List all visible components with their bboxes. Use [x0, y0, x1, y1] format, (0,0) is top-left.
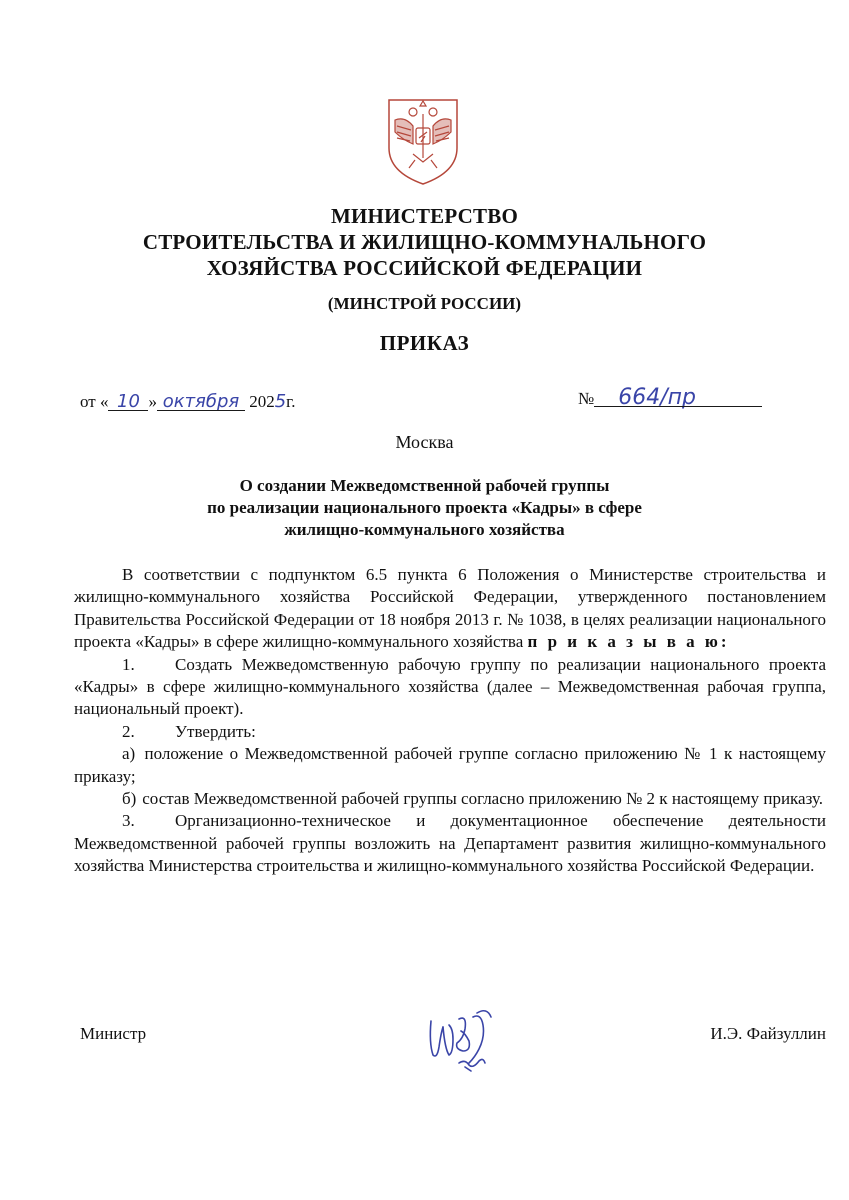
- item-2: [74, 721, 826, 743]
- ministry-name-line2: СТРОИТЕЛЬСТВА И ЖИЛИЩНО-КОММУНАЛЬНОГО: [142, 230, 707, 254]
- date-year-digit: 5: [274, 391, 287, 412]
- item-1-number: 1.: [122, 654, 135, 674]
- item-2b-text: состав Межведомственной рабочей группы согласно приложению № 2 к настоящему приказу.: [142, 789, 823, 809]
- number-value: 664/пр: [594, 383, 762, 413]
- signatory-name: И.Э. Файзуллин: [710, 1024, 826, 1043]
- ministry-short-name: (МИНСТРОЙ РОССИИ): [327, 294, 522, 313]
- handwritten-signature: [425, 1003, 505, 1073]
- date-year-prefix: 202: [249, 392, 275, 411]
- date-month: октября: [157, 387, 245, 417]
- item-1: [74, 654, 826, 721]
- item-2a-letter: а): [122, 744, 136, 764]
- item-2b: [74, 788, 826, 810]
- order-title: [150, 475, 699, 541]
- coat-of-arms-emblem: [383, 96, 463, 186]
- item-3-number: 3.: [122, 811, 135, 831]
- date-prefix: от «: [80, 392, 109, 411]
- order-title-line2: по реализации национального проекта «Кадры» в сфере: [207, 498, 642, 517]
- item-2-text: Утвердить:: [175, 721, 256, 741]
- date-suffix: г.: [286, 392, 296, 411]
- number-prefix: №: [578, 389, 595, 408]
- signatory-role: Министр: [80, 1024, 147, 1043]
- order-title-line3: жилищно-коммунального хозяйства: [284, 520, 565, 539]
- order-title-line1: О создании Межведомственной рабочей группы: [239, 476, 610, 495]
- date-day: 10: [108, 387, 148, 417]
- ministry-name-line3: ХОЗЯЙСТВА РОССИЙСКОЙ ФЕДЕРАЦИИ: [206, 256, 643, 280]
- item-3-text: Организационно-техническое и документационное обеспечение деятельности Межведомственной рабочей группы возложить на Департамент развития жилищно-коммунального хозяйства Министерства строительства и жилищно-коммунального хозяйства Российской Федерации.: [74, 811, 826, 876]
- item-2a-text: положение о Межведомственной рабочей группе согласно приложению № 1 к настоящему приказу;: [74, 744, 826, 786]
- date-mid: »: [148, 392, 157, 411]
- item-1-text: Создать Межведомственную рабочую группу по реализации национального проекта «Кадры» в сфере жилищно-коммунального хозяйства (далее – Межведомственная рабочая группа, национальный проект).: [74, 654, 826, 719]
- city: Москва: [395, 432, 454, 452]
- preamble-paragraph: [74, 564, 826, 654]
- item-2a: [74, 743, 826, 788]
- order-word: п р и к а з ы в а ю:: [527, 632, 730, 652]
- item-2-number: 2.: [122, 721, 135, 741]
- order-date: [80, 387, 295, 417]
- preamble-text: В соответствии с подпунктом 6.5 пункта 6 Положения о Министерстве строительства и жилищно-коммунального хозяйства Российской Федерации, утвержденного постановлением Правительства Российской Федерации от 18 ноября 2013 г. № 1038, в целях реализации национального проекта «Кадры» в сфере жилищно-коммунального хозяйства: [74, 565, 826, 652]
- order-body: [74, 564, 826, 878]
- ministry-name-line1: МИНИСТЕРСТВО: [330, 204, 518, 228]
- document-type: ПРИКАЗ: [379, 331, 470, 355]
- order-number: [578, 383, 762, 413]
- item-3: [74, 810, 826, 877]
- item-2b-letter: б): [122, 789, 137, 809]
- ministry-name: [0, 203, 849, 281]
